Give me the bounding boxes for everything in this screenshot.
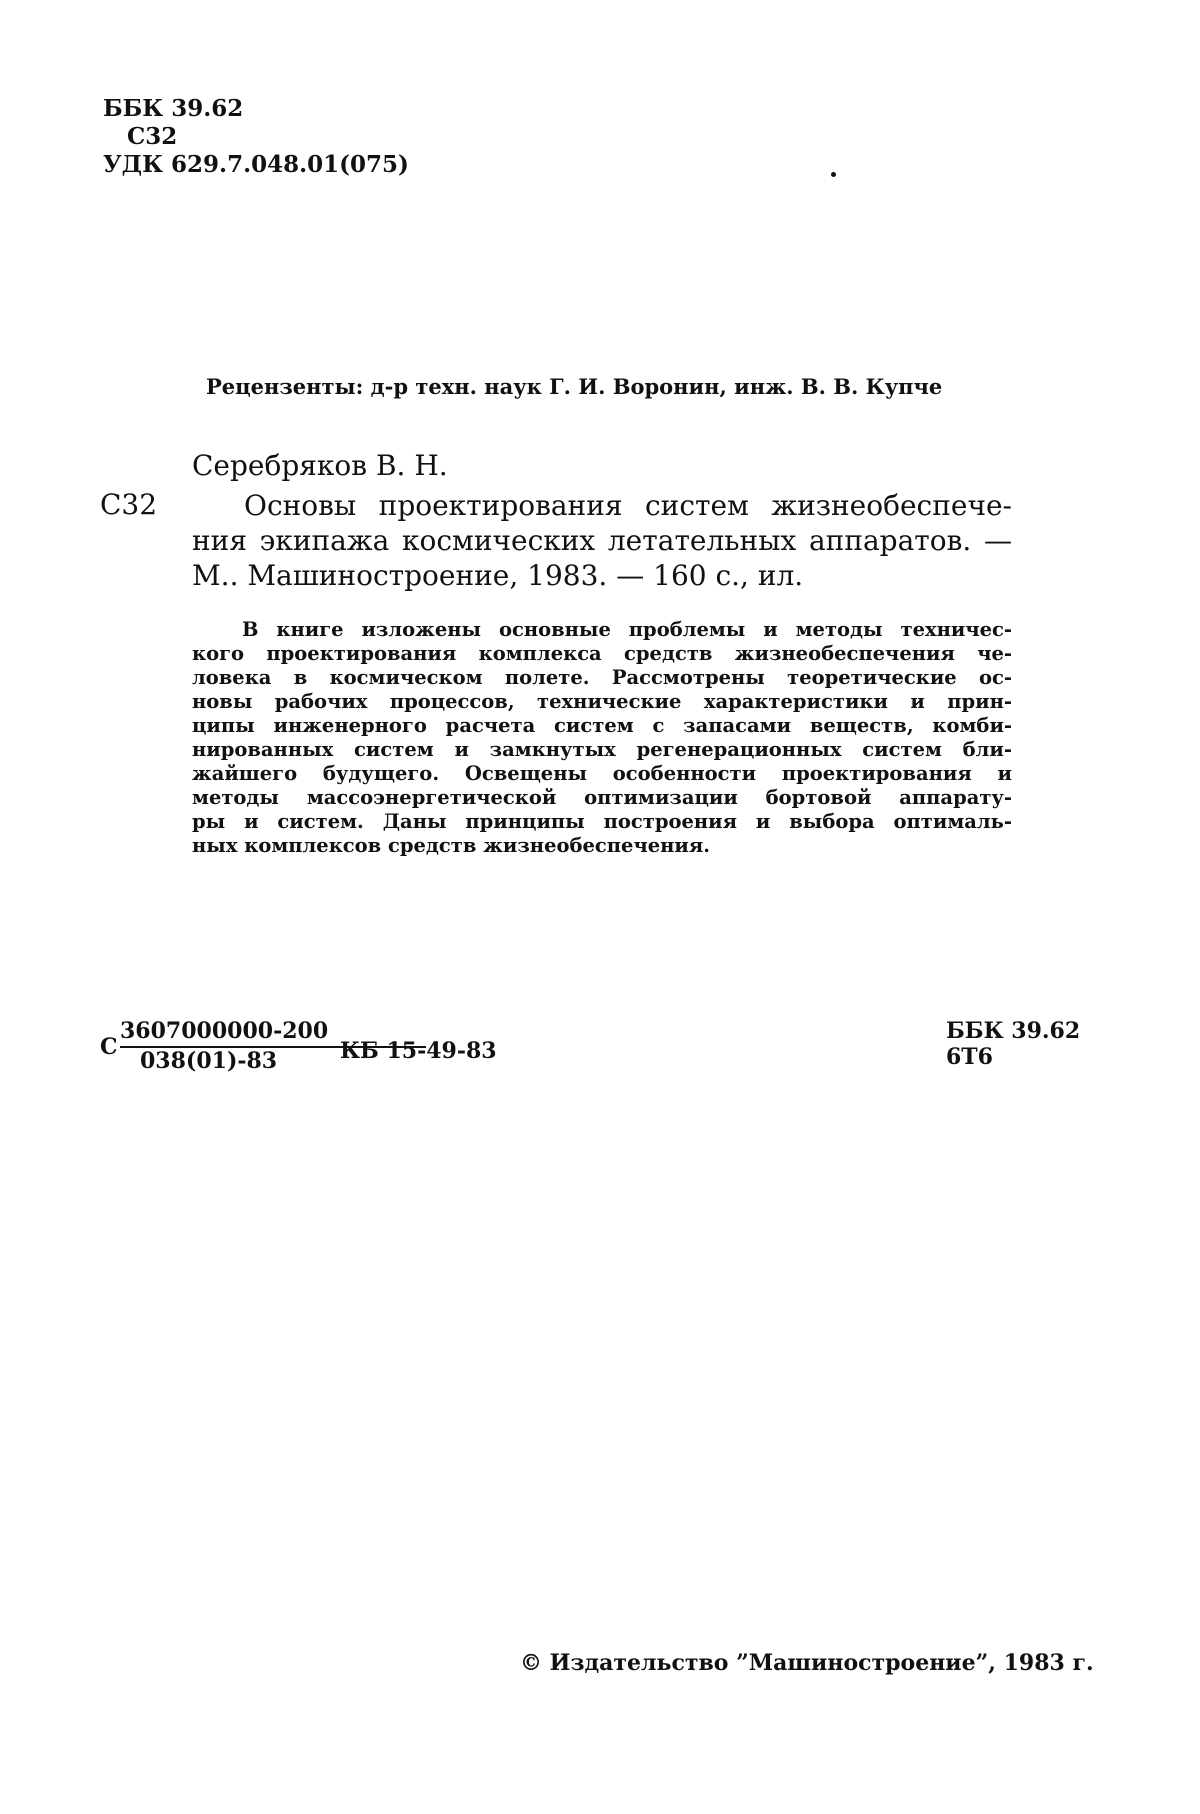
right-bbk-code: ББК 39.62 [946, 1018, 1081, 1044]
abstract-line: ры и систем. Даны принципы построения и выбора оптималь- [192, 810, 1012, 833]
title-line: М.. Машиностроение, 1983. — 160 с., ил. [192, 559, 804, 592]
abstract-line: ловека в космическом полете. Рассмотрены теоретические ос- [192, 666, 1012, 689]
index-letter: С [100, 1034, 118, 1060]
title-line: ния экипажа космических летательных аппаратов. — [192, 524, 1012, 557]
abstract-line: методы массоэнергетической оптимизации бортовой аппарату- [192, 786, 1012, 809]
abstract-line: ципы инженерного расчета систем с запасами веществ, комби- [192, 714, 1012, 737]
classification-block [103, 95, 409, 179]
abstract-line: кого проектирования комплекса средств жизнеобеспечения че- [192, 642, 1012, 665]
abstract-line: жайшего будущего. Освещены особенности проектирования и [192, 762, 1012, 785]
index-denominator: 038(01)-83 [140, 1048, 278, 1074]
reviewers-line: Рецензенты: д-р техн. наук Г. И. Воронин, инж. В. В. Купче [206, 374, 943, 399]
book-title-block [192, 488, 1012, 593]
print-dot [831, 172, 836, 177]
right-code: 6Т6 [946, 1044, 993, 1070]
abstract-line: ных комплексов средств жизнеобеспечения. [192, 834, 711, 857]
copyright-line: © Издательство ”Машиностроение”, 1983 г. [520, 1650, 1094, 1676]
bbk-code: ББК 39.62 [103, 95, 244, 122]
title-line: Основы проектирования систем жизнеобеспече- [244, 489, 1012, 522]
right-classification [946, 1018, 1080, 1070]
author-mark-code: С32 [127, 123, 178, 150]
abstract-line: нированных систем и замкнутых регенерационных систем бли- [192, 738, 1012, 761]
abstract-line: В книге изложены основные проблемы и методы техничес- [242, 618, 1012, 641]
udk-code: УДК 629.7.048.01(075) [103, 151, 409, 178]
abstract-paragraph [192, 618, 1012, 858]
kb-code: КБ 15-49-83 [340, 1038, 497, 1064]
author-name: Серебряков В. Н. [192, 449, 448, 482]
index-numerator: 3607000000-200 [120, 1018, 329, 1044]
catalog-left-code: С32 [100, 488, 158, 521]
abstract-line: новы рабочих процессов, технические характеристики и прин- [192, 690, 1012, 713]
